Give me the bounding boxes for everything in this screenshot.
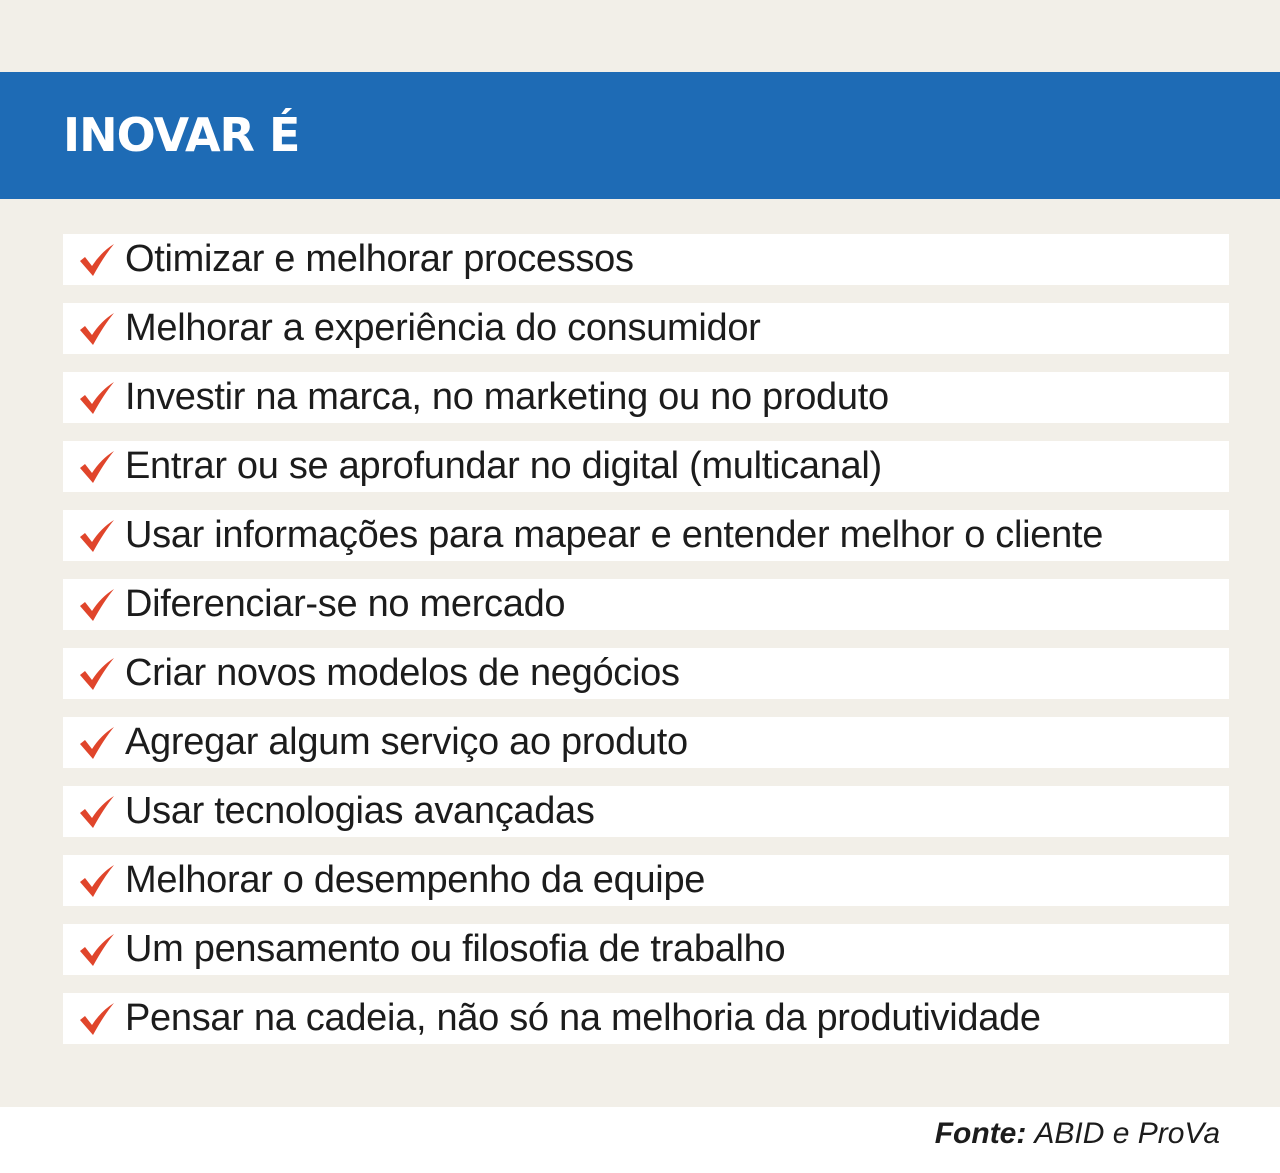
source-label: Fonte: bbox=[934, 1117, 1027, 1150]
list-item-label: Criar novos modelos de negócios bbox=[125, 652, 680, 694]
check-mark-icon bbox=[77, 656, 117, 692]
list-item-label: Pensar na cadeia, não só na melhoria da produtividade bbox=[125, 997, 1041, 1039]
list-item bbox=[63, 993, 1229, 1044]
list-item-label: Entrar ou se aprofundar no digital (multicanal) bbox=[125, 445, 882, 487]
check-mark-icon bbox=[77, 311, 117, 347]
list-item bbox=[63, 786, 1229, 837]
list-item bbox=[63, 855, 1229, 906]
list-item-label: Otimizar e melhorar processos bbox=[125, 238, 634, 280]
check-mark-icon bbox=[77, 518, 117, 554]
list-item bbox=[63, 234, 1229, 285]
check-mark-icon bbox=[77, 725, 117, 761]
check-mark-icon bbox=[77, 449, 117, 485]
list-item bbox=[63, 372, 1229, 423]
list-item bbox=[63, 441, 1229, 492]
list-item-label: Usar informações para mapear e entender melhor o cliente bbox=[125, 514, 1104, 556]
source-value: ABID e ProVa bbox=[1034, 1117, 1220, 1150]
footer bbox=[0, 1107, 1280, 1173]
check-mark-icon bbox=[77, 794, 117, 830]
list-item bbox=[63, 717, 1229, 768]
header-banner bbox=[0, 72, 1280, 199]
check-mark-icon bbox=[77, 242, 117, 278]
list-item-label: Investir na marca, no marketing ou no produto bbox=[125, 376, 889, 418]
list-item bbox=[63, 924, 1229, 975]
check-mark-icon bbox=[77, 932, 117, 968]
page-title: INOVAR É bbox=[63, 108, 300, 162]
check-mark-icon bbox=[77, 380, 117, 416]
source-credit bbox=[935, 1117, 1220, 1151]
list-item bbox=[63, 648, 1229, 699]
list-item-label: Usar tecnologias avançadas bbox=[125, 790, 595, 832]
list-item-label: Melhorar a experiência do consumidor bbox=[125, 307, 761, 349]
list-item-label: Diferenciar-se no mercado bbox=[125, 583, 566, 625]
check-mark-icon bbox=[77, 1001, 117, 1037]
innovation-list bbox=[63, 234, 1229, 1062]
check-mark-icon bbox=[77, 863, 117, 899]
list-item bbox=[63, 510, 1229, 561]
list-item-label: Um pensamento ou filosofia de trabalho bbox=[125, 928, 786, 970]
check-mark-icon bbox=[77, 587, 117, 623]
list-item-label: Melhorar o desempenho da equipe bbox=[125, 859, 706, 901]
list-item bbox=[63, 579, 1229, 630]
list-item bbox=[63, 303, 1229, 354]
list-item-label: Agregar algum serviço ao produto bbox=[125, 721, 688, 763]
